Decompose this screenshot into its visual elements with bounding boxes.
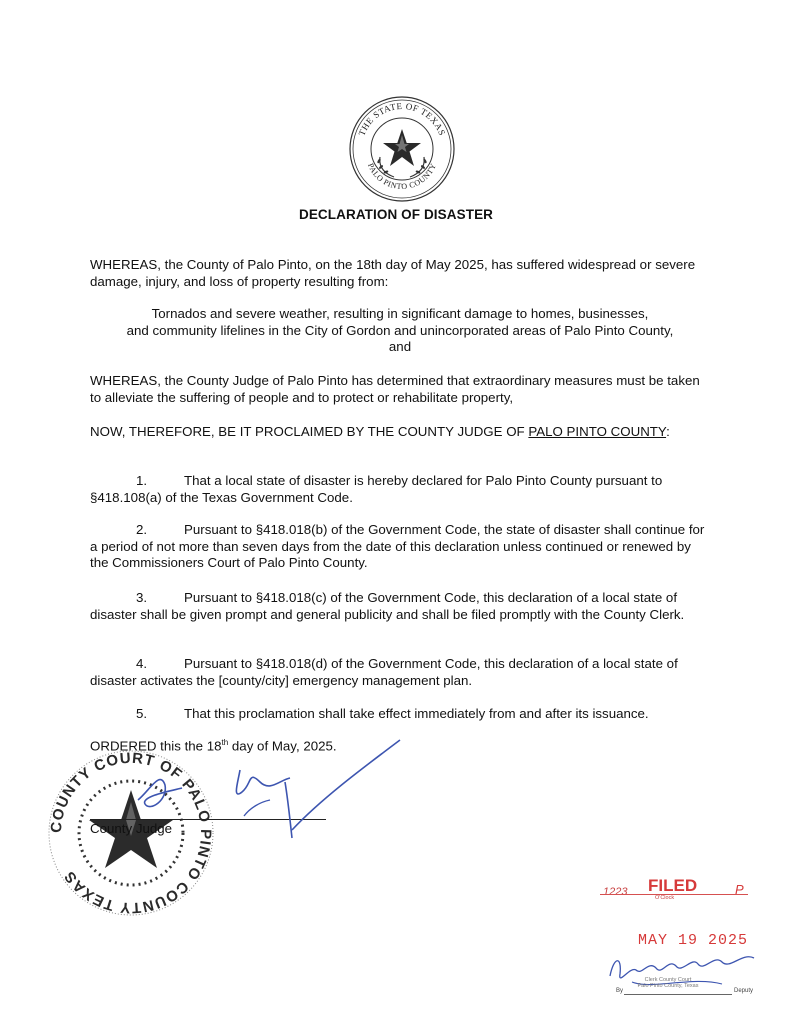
county-name-underlined: PALO PINTO COUNTY <box>528 424 667 439</box>
texas-county-seal <box>348 95 456 203</box>
clerk-caption <box>628 977 708 989</box>
item-1-text: That a local state of disaster is hereby declared for Palo Pinto County pursuant to §418.108(a) of the Texas Government Code. <box>90 473 663 505</box>
county-judge-label: County Judge <box>90 821 173 836</box>
filed-date: MAY 19 2025 <box>638 932 749 949</box>
item-4-text: Pursuant to §418.018(d) of the Government Code, this declaration of a local state of disaster activates the [county/city] emergency management plan. <box>90 656 678 688</box>
svg-text:COUNTY COURT OF PALO PINTO COU: COUNTY COURT OF PALO PINTO COUNTY TEXAS <box>47 749 215 917</box>
svg-text:THE STATE OF TEXAS: THE STATE OF TEXAS <box>356 100 448 138</box>
item-5-text: That this proclamation shall take effect immediately from and after its issuance. <box>184 706 649 721</box>
proclamation-heading <box>90 424 712 441</box>
item-3-text: Pursuant to §418.018(c) of the Government Code, this declaration of a local state of disaster shall be given prompt and general publicity and shall be filed promptly with the County Clerk. <box>90 590 685 622</box>
proclamation-prefix: NOW, THEREFORE, BE IT PROCLAIMED BY THE COUNTY JUDGE OF <box>90 424 529 439</box>
item-4-number: 4. <box>136 656 148 671</box>
item-5 <box>90 706 710 723</box>
item-4 <box>90 656 710 689</box>
whereas-paragraph-1: WHEREAS, the County of Palo Pinto, on the 18th day of May 2025, has suffered widespread or severe damage, injury, and loss of property resulting from: <box>90 257 696 289</box>
item-1-number: 1. <box>136 473 148 488</box>
item-3-number: 3. <box>136 590 148 605</box>
item-3 <box>90 590 710 623</box>
item-2-text: Pursuant to §418.018(b) of the Government Code, the state of disaster shall continue for a period of not more than seven days from the date of this declaration unless continued or renewed by the Commissioners Court of Palo Pinto County. <box>90 522 705 570</box>
filed-label: FILED <box>648 876 698 895</box>
item-2-number: 2. <box>136 522 148 537</box>
document-title: DECLARATION OF DISASTER <box>298 207 494 222</box>
proclamation-suffix: : <box>666 424 670 439</box>
description-and: and <box>388 339 412 354</box>
oclock-label: O'Clock <box>655 895 675 901</box>
item-1 <box>90 473 710 506</box>
filed-stamp <box>600 876 770 1001</box>
filed-meridiem: P <box>735 882 744 897</box>
svg-text:PALO PINTO COUNTY: PALO PINTO COUNTY <box>365 161 439 192</box>
by-label: By <box>616 988 624 994</box>
ordered-suffix: day of May, 2025. <box>228 738 337 754</box>
clerk-caption-line-1: Clerk County Court <box>644 977 692 983</box>
ordered-ordinal: th <box>221 738 229 747</box>
clerk-caption-line-2: Palo Pinto County, Texas <box>637 983 699 989</box>
description-line-1: Tornados and severe weather, resulting in significant damage to homes, businesses, <box>151 306 649 321</box>
whereas-paragraph-2: WHEREAS, the County Judge of Palo Pinto has determined that extraordinary measures must be taken to alleviate the suffering of people and to protect or rehabilitate property, <box>90 373 700 405</box>
description-line-2: and community lifelines in the City of Gordon and unincorporated areas of Palo Pinto County, <box>126 322 674 338</box>
filed-time: 1223 <box>603 886 628 898</box>
ordered-prefix: ORDERED this the 18 <box>90 738 222 754</box>
deputy-signature-line <box>624 994 732 995</box>
item-5-number: 5. <box>136 706 148 721</box>
judge-signature <box>120 730 410 840</box>
deputy-label: Deputy <box>734 988 754 994</box>
item-2 <box>90 522 710 572</box>
disaster-description <box>90 306 710 356</box>
